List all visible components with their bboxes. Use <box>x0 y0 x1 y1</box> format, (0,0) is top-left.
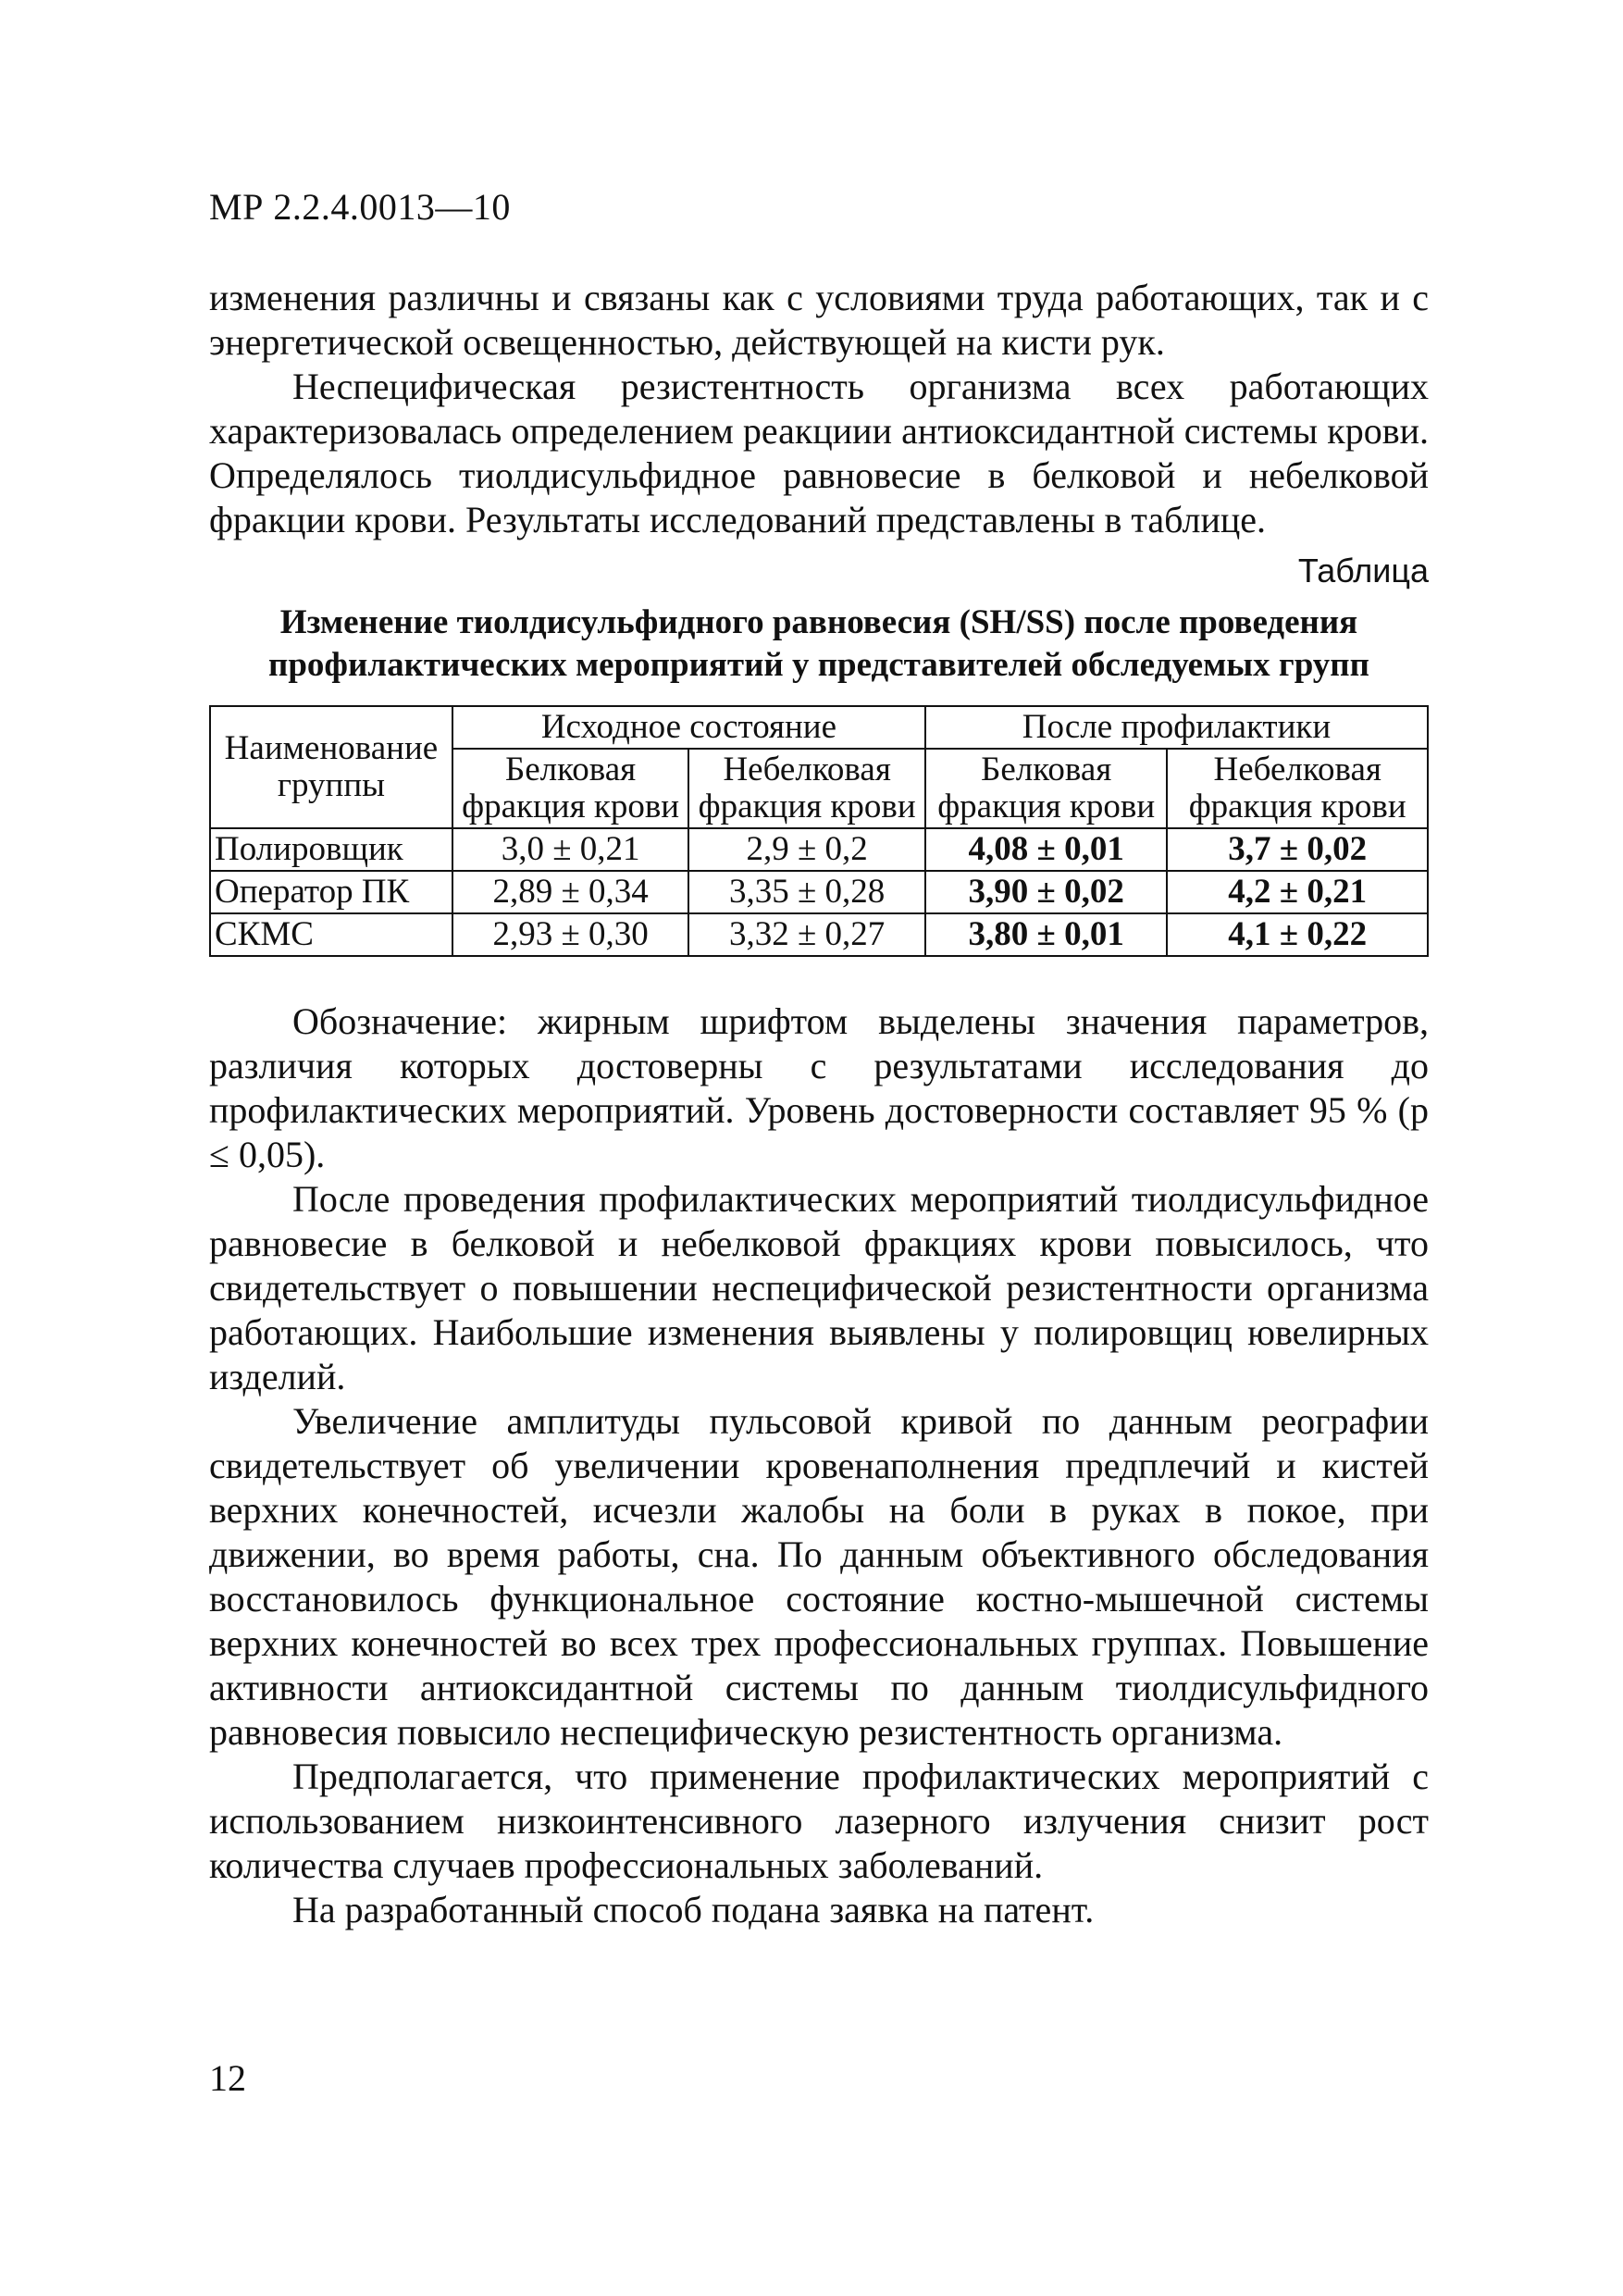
subheader-protein: Белковая фракция крови <box>452 749 688 828</box>
subheader-nonprotein: Небелковая фракция крови <box>688 749 925 828</box>
table-row <box>210 913 1428 956</box>
table-header-row <box>210 706 1428 749</box>
table-row <box>210 828 1428 871</box>
paragraph: изменения различны и связаны как с условиями труда работающих, так и с энергетической освещенностью, действующей на кисти рук. <box>209 277 1429 363</box>
paragraph: После проведения профилактических мероприятий тиолдисульфидное равновесие в белковой и небелковой фракциях крови повысилось, что свидетельствует о повышении неспецифической резистентности организма работающих. Наибольшие изменения выявлены у полировщиц ювелирных изделий. <box>209 1178 1429 1397</box>
paragraph: Увеличение амплитуды пульсовой кривой по данным реографии свидетельствует об увеличении кровенаполнения предплечий и кистей верхних конечностей, исчезли жалобы на боли в руках в покое, при движении, во время работы, сна. По данным объективного обследования восстановилось функциональное состояние костно-мышечной системы верхних конечностей во всех трех профессиональных группах. Повышение активности антиоксидантной системы по данным тиолдисульфидного равновесия повысило неспецифическую резистентность организма. <box>209 1400 1429 1753</box>
header-group-name: Наименование группы <box>210 706 452 828</box>
cell-before-nonprotein: 2,9 ± 0,2 <box>688 828 925 871</box>
body-text <box>209 999 1429 1932</box>
row-name: Оператор ПК <box>210 871 452 913</box>
table-label: Таблица <box>1297 552 1429 590</box>
table-caption: Изменение тиолдисульфидного равновесия (SH/SS) после проведения профилактических мероприятий у представителей обследуемых групп <box>268 603 1369 684</box>
row-name: СКМС <box>210 913 452 956</box>
cell-before-nonprotein: 3,32 ± 0,27 <box>688 913 925 956</box>
cell-before-protein: 2,93 ± 0,30 <box>452 913 688 956</box>
cell-after-nonprotein: 4,2 ± 0,21 <box>1167 871 1428 913</box>
subheader-protein: Белковая фракция крови <box>925 749 1167 828</box>
header-before: Исходное состояние <box>452 706 925 749</box>
header-after: После профилактики <box>925 706 1428 749</box>
document-code: МР 2.2.4.0013—10 <box>209 186 511 228</box>
cell-after-protein: 3,90 ± 0,02 <box>925 871 1167 913</box>
row-name: Полировщик <box>210 828 452 871</box>
paragraph: Предполагается, что применение профилактических мероприятий с использованием низкоинтенсивного лазерного излучения снизит рост количества случаев профессиональных заболеваний. <box>209 1756 1429 1886</box>
cell-after-nonprotein: 3,7 ± 0,02 <box>1167 828 1428 871</box>
intro-text <box>209 276 1429 542</box>
cell-before-nonprotein: 3,35 ± 0,28 <box>688 871 925 913</box>
paragraph: На разработанный способ подана заявка на патент. <box>292 1889 1095 1930</box>
page-number: 12 <box>209 2057 246 2099</box>
results-table <box>209 705 1429 957</box>
paragraph: Неспецифическая резистентность организма всех работающих характеризовалась определением реакциии антиоксидантной системы крови. Определялось тиолдисульфидное равновесие в белковой и небелковой фракции крови. Результаты исследований представлены в таблице. <box>209 366 1429 540</box>
cell-before-protein: 3,0 ± 0,21 <box>452 828 688 871</box>
cell-after-nonprotein: 4,1 ± 0,22 <box>1167 913 1428 956</box>
cell-before-protein: 2,89 ± 0,34 <box>452 871 688 913</box>
cell-after-protein: 4,08 ± 0,01 <box>925 828 1167 871</box>
table-row <box>210 871 1428 913</box>
subheader-nonprotein: Небелковая фракция крови <box>1167 749 1428 828</box>
cell-after-protein: 3,80 ± 0,01 <box>925 913 1167 956</box>
paragraph: Обозначение: жирным шрифтом выделены значения параметров, различия которых достоверны с результатами исследования до профилактических мероприятий. Уровень достоверности составляет 95 % (p ≤ 0,05). <box>209 1000 1429 1175</box>
